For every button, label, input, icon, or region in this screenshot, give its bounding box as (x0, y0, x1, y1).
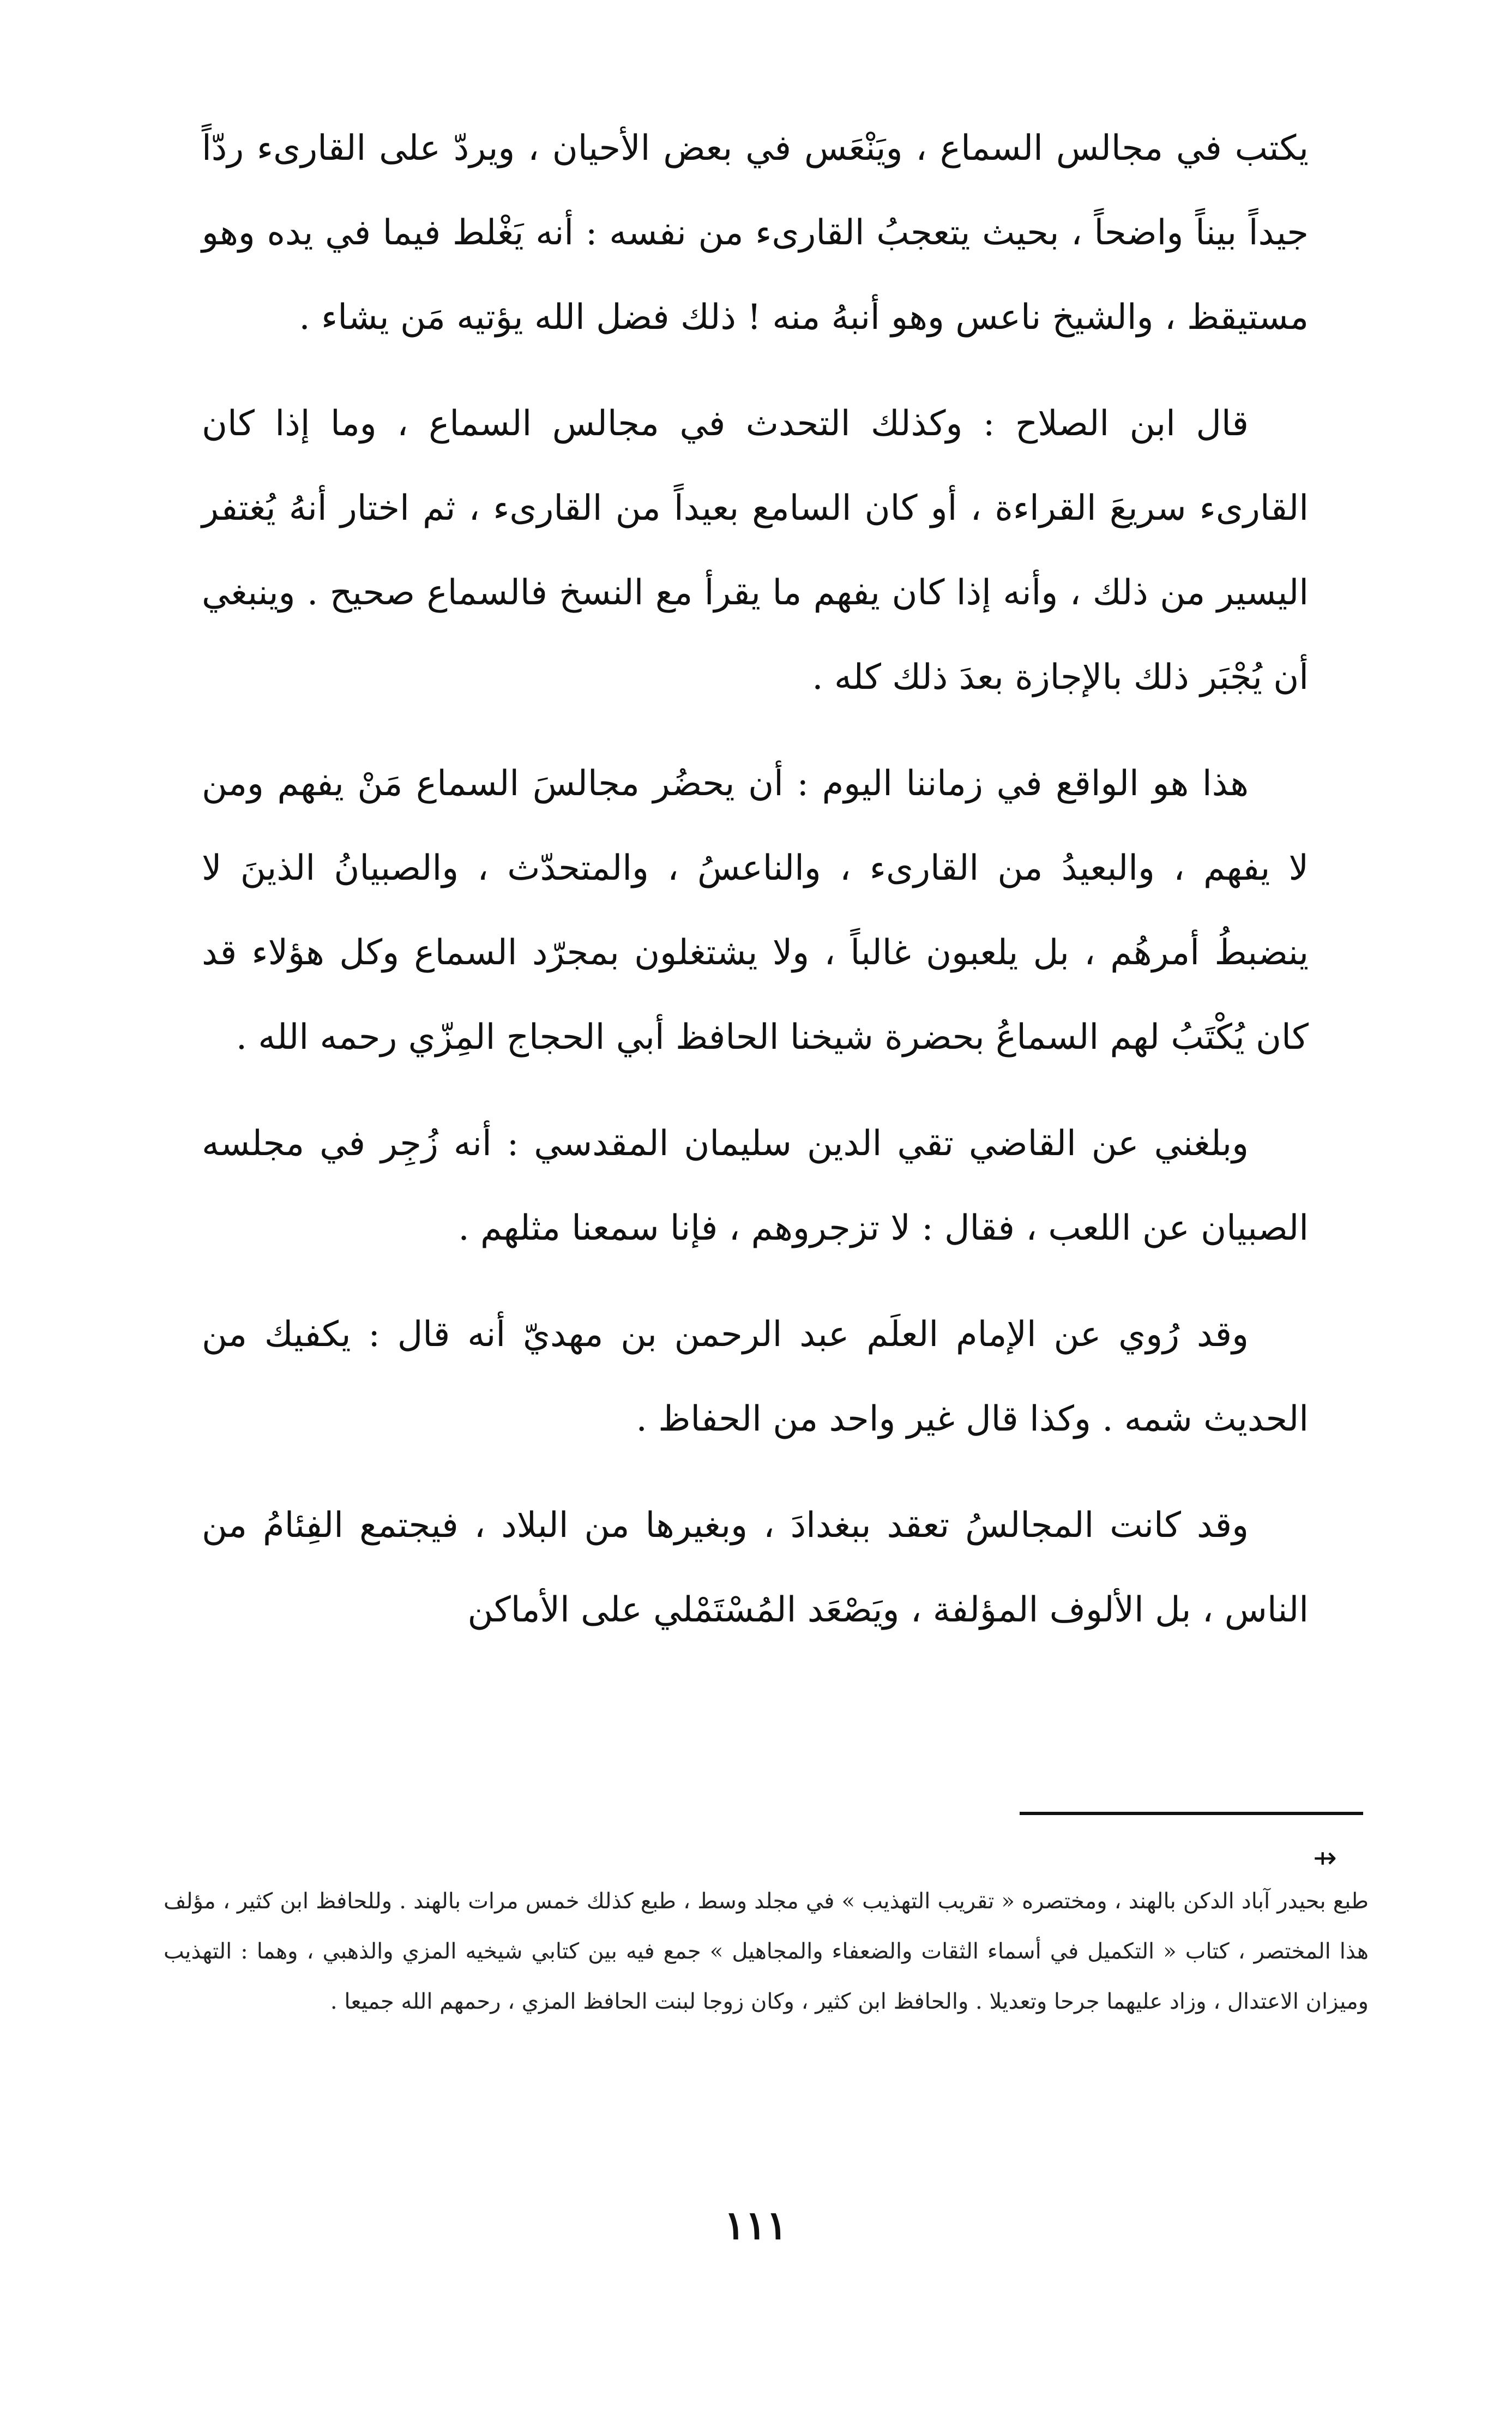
main-text (202, 106, 1309, 1674)
footnote-separator (1020, 1812, 1363, 1815)
paragraph-2: قال ابن الصلاح : وكذلك التحدث في مجالس السماع ، وما إذا كان القارىء سريعَ القراءة ، أو كان السامع بعيداً من القارىء ، ثم اختار أنهُ يُغتفر اليسير من ذلك ، وأنه إذا كان يفهم ما يقرأ مع النسخ فالسماع صحيح . وينبغي أن يُجْبَر ذلك بالإجازة بعدَ ذلك كله . (202, 404, 1309, 698)
paragraph-5: وقد رُوي عن الإمام العلَم عبد الرحمن بن مهديّ أنه قال : يكفيك من الحديث شمه . وكذا قال غير واحد من الحفاظ . (202, 1314, 1309, 1439)
paragraph-3: هذا هو الواقع في زماننا اليوم : أن يحضُر مجالسَ السماع مَنْ يفهم ومن لا يفهم ، والبعيدُ من القارىء ، والناعسُ ، والمتحدّث ، والصبيانُ الذينَ لا ينضبطُ أمرهُم ، بل يلعبون غالباً ، ولا يشتغلون بمجرّد السماع وكل هؤلاء قد كان يُكْتَبُ لهم السماعُ بحضرة شيخنا الحافظ أبي الحجاج المِزّي رحمه الله . (202, 764, 1309, 1058)
footnote (164, 1876, 1369, 2027)
paragraph-6: وقد كانت المجالسُ تعقد ببغدادَ ، وبغيرها من البلاد ، فيجتمع الفِئامُ من الناس ، بل الألوف المؤلفة ، ويَصْعَد المُسْتَمْلي على الأماكن (202, 1505, 1309, 1630)
paragraph-1: يكتب في مجالس السماع ، ويَنْعَس في بعض الأحيان ، ويردّ على القارىء ردّاً جيداً بيناً واضحاً ، بحيث يتعجبُ القارىء من نفسه : أنه يَغْلط فيما في يده وهو مستيقظ ، والشيخ ناعس وهو أنبهُ منه ! ذلك فضل الله يؤتيه مَن يشاء . (202, 128, 1309, 338)
page-number: ١١١ (724, 2202, 787, 2248)
footnote-text: طبع بحيدر آباد الدكن بالهند ، ومختصره « تقريب التهذيب » في مجلد وسط ، طبع كذلك خمس مرات بالهند . وللحافظ ابن كثير ، مؤلف هذا المختصر ، كتاب « التكميل في أسماء الثقات والضعفاء والمجاهيل » جمع فيه بين كتابي شيخيه المزي والذهبي ، وهما : التهذيب وميزان الاعتدال ، وزاد عليهما جرحا وتعديلا . والحافظ ابن كثير ، وكان زوجا لبنت الحافظ المزي ، رحمهم الله جميعا . (164, 1889, 1369, 2014)
continuation-arrow-icon: ⇸ (1313, 1842, 1337, 1875)
paragraph-4: وبلغني عن القاضي تقي الدين سليمان المقدسي : أنه زُجِر في مجلسه الصبيان عن اللعب ، فقال : لا تزجروهم ، فإنا سمعنا مثلهم . (202, 1124, 1309, 1248)
